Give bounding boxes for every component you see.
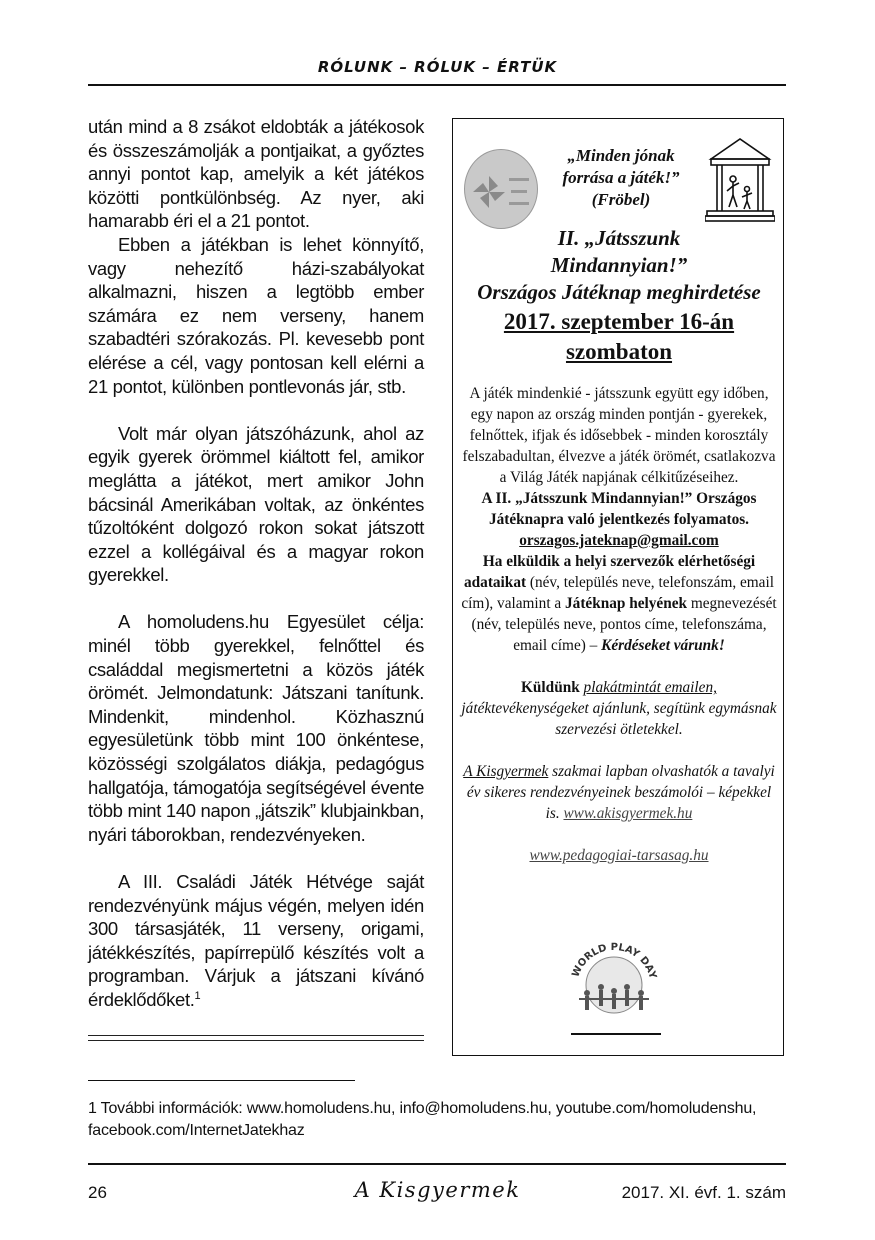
quote-line-2: forrása a játék!” <box>562 168 680 187</box>
page-number: 26 <box>88 1183 107 1202</box>
world-play-day-logo-icon <box>559 927 669 1027</box>
magazine-link[interactable]: A Kisgyermek <box>463 763 549 780</box>
send-data-text <box>461 551 777 656</box>
quote-author: (Fröbel) <box>591 190 651 209</box>
offer-rest: játéktevékenységeket ajánlunk, segítünk egymásnak szervezési ötletekkel. <box>461 700 777 738</box>
event-title <box>453 225 785 306</box>
send-normal-1: (név, település neve, telefonszám, email cím), valamint a <box>461 574 774 612</box>
intro-text: A játék mindenkié - játsszunk együtt egy időben, egy napon az ország minden pontján - gyerekek, felnőttek, ifjak és idősebbek - minden korosztály felszabadultan, élvezve a játék örömét, csatlakozva a Világ Játék napjának célkitűzéseihez. <box>462 385 776 486</box>
column-end-rule <box>88 1035 424 1041</box>
send-bold-1: Ha elküldik a helyi szervezők elérhetőségi adataikat <box>464 553 756 591</box>
questions-welcome: Kérdéseket várunk! <box>601 637 725 654</box>
footnote: 1 További információk: www.homoludens.hu, info@homoludens.hu, youtube.com/homoludenshu, facebook.com/InternetJatekhaz <box>88 1100 757 1139</box>
quote-line-1: „Minden jónak <box>567 146 675 165</box>
paragraph-4: A homoludens.hu Egyesület célja: minél több gyerekkel, felnőttel és családdal megismertetni a közös játék örömét. Jelmondatunk: Játszani tanítunk. Mindenkit, mindenhol. Közhasznú egyesületünk több mint 100 önkéntese, közösségi szolgálatos diákja, pedagógus hallgatója, támogatója segítségével évente több mint 140 napon „játszik” klubjainkban, nyári táborokban, rendezvényeken. <box>88 611 425 845</box>
issue-info: 2017. XI. évf. 1. szám <box>621 1183 786 1202</box>
footer-rule <box>88 1163 786 1165</box>
pedagogiai-link[interactable]: www.pedagogiai-tarsasag.hu <box>529 847 709 864</box>
send-normal-2: megnevezését (név, település neve, pontos címe, telefonszáma, email címe) – <box>471 595 777 654</box>
paragraph-3: Volt már olyan játszóházunk, ahol az egyik gyerek örömmel kiáltott fel, amikor meglátta a játékot, mert amikor John bácsinál Amerikában voltak, az önkéntes tűzoltóként dolgozó rokon sokat játszott ezzel a kollégáival és a magyar rokon gyerekkel. <box>88 422 424 586</box>
announcement-box <box>452 118 784 1056</box>
pinwheel-logo-icon <box>464 149 538 229</box>
email-link[interactable]: orszagos.jateknap@gmail.com <box>519 532 719 549</box>
offer-text <box>461 677 777 740</box>
poster-link[interactable]: plakátmintát emailen, <box>583 679 717 696</box>
send-bold-2: Játéknap helyének <box>565 595 687 612</box>
wpd-text: WORLD PLAY DAY <box>570 941 658 981</box>
logo-underline <box>571 1033 661 1035</box>
event-date-line-2: szombaton <box>565 339 673 364</box>
left-column <box>88 115 424 1012</box>
offer-lead: Küldünk <box>521 679 584 696</box>
paragraph-2: Ebben a játékban is lehet könnyítő, vagy nehezítő házi-szabályokat alkalmazni, hiszen a legtöbb ember számára ez nem verseny, hanem szabadtéri szórakozás. Pl. kevesebb pont elérése a cél, vagy pontosan kell elérni a 21 pontot, különben pontlevonás jár, stb. <box>88 233 424 397</box>
paragraph-5-text: A III. Családi Játék Hétvége saját rendezvényünk május végén, melyen idén 300 társasjáték, 11 verseny, origami, játékkészítés, papírrepülő készítés volt a programban. Várjuk a játszani kívánó érdeklődőket. <box>88 871 424 1010</box>
event-date <box>453 307 785 367</box>
journal-name: A Kisgyermek <box>354 1178 521 1202</box>
paragraph-1: után mind a 8 zsákot eldobták a játékosok és összeszámolják a pontjaikat, a győztes annyi pontot kap, amelyik a két játékos közötti pontkülönbség. Az nyer, aki hamarabb éri el a 21 pontot. <box>88 116 424 232</box>
footnote-ref[interactable]: 1 <box>194 989 201 1002</box>
footnote-rule <box>88 1080 355 1081</box>
running-header: RÓLUNK – RÓLUK – ÉRTÜK <box>317 58 558 76</box>
event-title-line-1: II. „Játsszunk <box>557 226 681 250</box>
event-title-line-3: Országos Játéknap meghirdetése <box>477 280 761 304</box>
paragraph-5 <box>88 870 424 1012</box>
event-title-line-2: Mindannyian!” <box>550 253 688 277</box>
akisgyermek-link[interactable]: www.akisgyermek.hu <box>563 805 693 822</box>
magazine-text <box>461 761 777 824</box>
registration-text: A II. „Játsszunk Mindannyian!” Országos Játéknapra való jelentkezés folyamatos. <box>481 490 757 528</box>
header-rule <box>88 84 786 86</box>
event-date-line-1: 2017. szeptember 16-án <box>503 309 735 334</box>
froebel-quote <box>541 145 701 211</box>
temple-logo-icon <box>705 133 775 225</box>
magazine-rest: szakmai lapban olvashatók a tavalyi év sikeres rendezvényeinek beszámolói – képekkel is. <box>466 763 775 822</box>
announcement-body <box>461 383 777 866</box>
